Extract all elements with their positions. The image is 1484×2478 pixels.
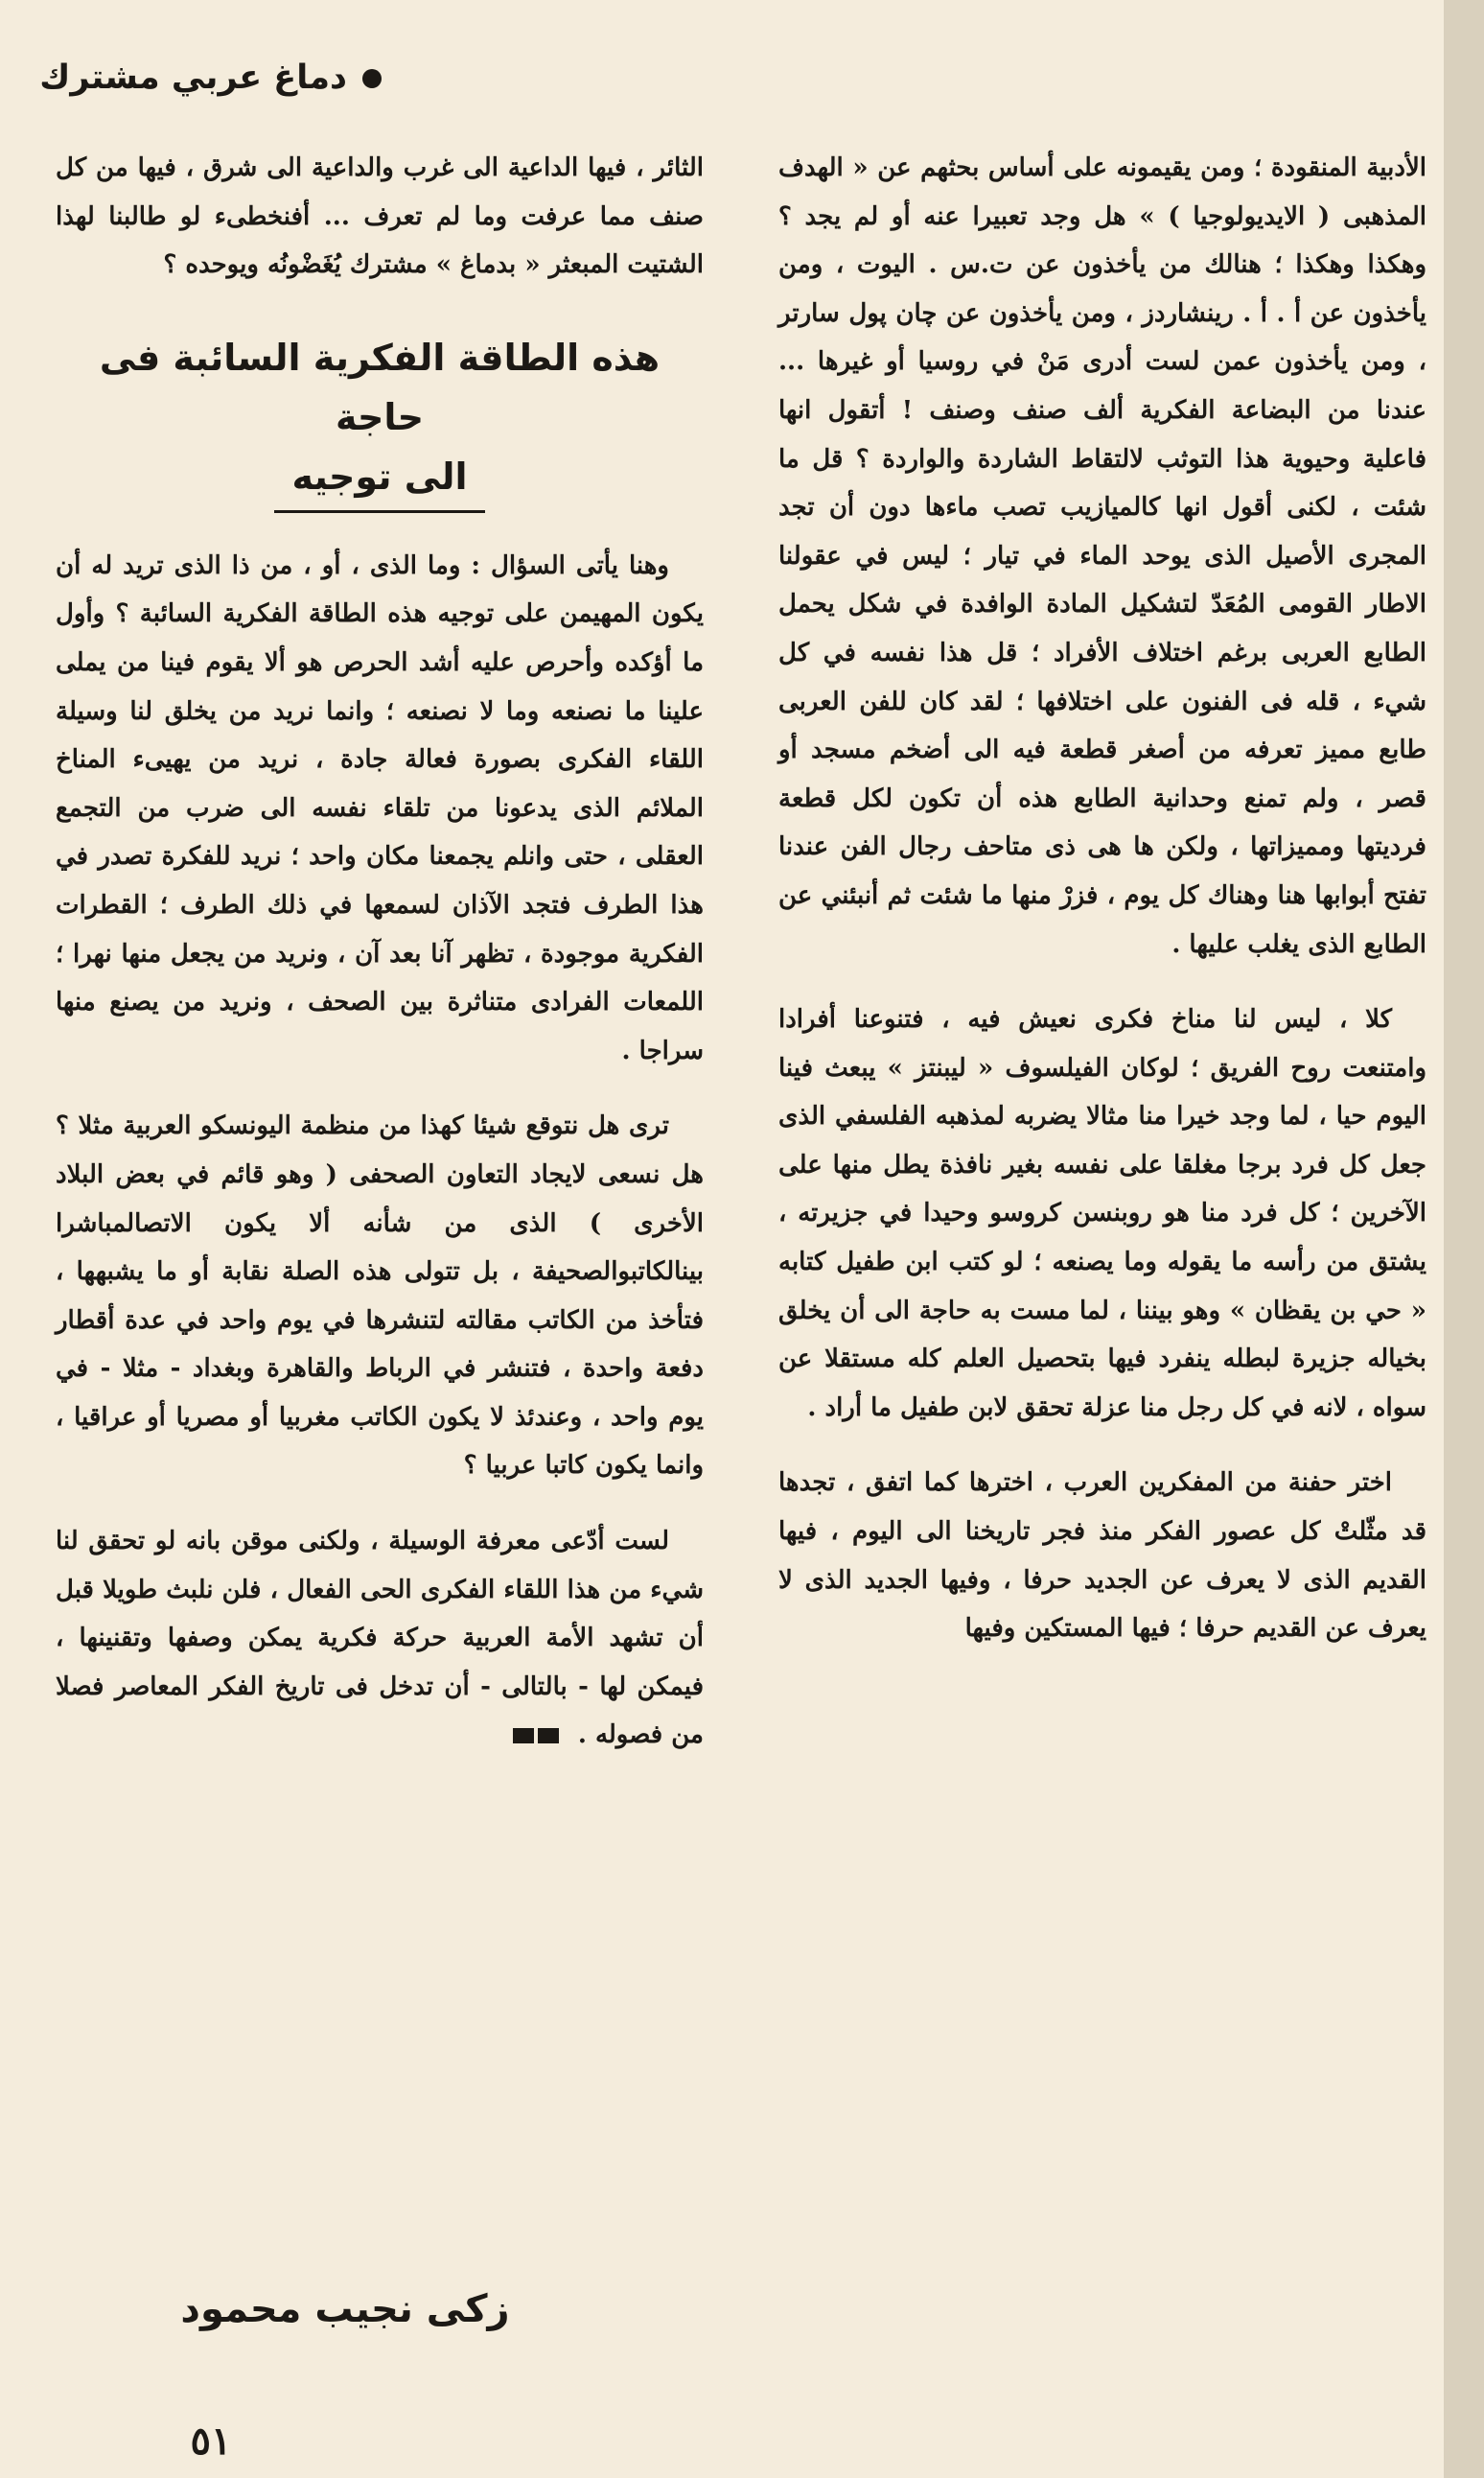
subheading-line-1: هذه الطاقة الفكرية السائبة فى حاجة — [99, 336, 661, 438]
left-intro-paragraph: الثائر ، فيها الداعية الى غرب والداعية الى شرق ، فيها من كل صنف مما عرفت وما لم تعرف ... أفنخطىء لو طالبنا لهذا الشتيت المبعثر « بدماغ » مشترك يُغَضْونُه ويوحده ؟ — [56, 153, 704, 280]
right-paragraph-2: كلا ، ليس لنا مناخ فكرى نعيش فيه ، فتنوعنا أفرادا وامتنعت روح الفريق ؛ لوكان الفيلسوف « ليبنتز » يبعث فينا اليوم حيا ، لما وجد خيرا منا مثالا يضربه لمذهبه الفلسفي الذى جعل كل فرد برجا مغلقا على نفسه بغير نافذة يطل منها على الآخرين ؛ كل فرد منا هو روبنسن كروسو وحيدا في جزيرته ، يشتق من رأسه ما يقوله وما يصنعه ؛ لو كتب ابن طفيل كتابه « حي بن يقظان » وهو بيننا ، لما مست به حاجة الى أن يخلق بخياله جزيرة لبطله ينفرد فيها بتحصيل العلم كله مستقلا عن سواه ، لانه في كل رجل منا عزلة تحقق لابن طفيل ما أراد . — [778, 1005, 1426, 1422]
running-header — [36, 54, 382, 102]
left-column — [56, 144, 704, 1787]
section-subheading — [56, 328, 704, 513]
left-paragraph-3-text: لست أدّعى معرفة الوسيلة ، ولكنى موقن بانه لو تحقق لنا شيء من هذا اللقاء الفكرى الحى الفعال ، فلن نلبث طويلا قبل أن تشهد الأمة العربية حركة فكرية يمكن وصفها وتقنينها ، فيمكن لها - بالتالى - أن تدخل فى تاريخ الفكر المعاصر فصلا من فصوله . — [56, 1527, 704, 1750]
end-mark-icon — [513, 1728, 534, 1743]
right-paragraph-1: الأدبية المنقودة ؛ ومن يقيمونه على أساس بحثهم عن « الهدف المذهبى ( الايديولوجيا ) » هل وجد تعبيرا عنه أو لم يجد ؟ وهكذا وهكذا ؛ هنالك من يأخذون عن ت.س . اليوت ، ومن يأخذون عن أ . أ . رينشاردز ، ومن يأخذون عن چان پول سارتر ، ومن يأخذون عمن لست أدرى مَنْ في روسيا أو غيرها ... عندنا من البضاعة الفكرية ألف صنف وصنف ! أتقول انها فاعلية وحيوية هذا التوثب لالتقاط الشاردة والواردة ؟ قل ما شئت ، لكنى أقول انها كالميازيب تصب ماءها دون أن تجد المجرى الأصيل الذى يوحد الماء في تيار ؛ ليس في عقولنا الاطار القومى المُعَدّ لتشكيل المادة الوافدة في شكل يحمل الطابع العربى برغم اختلاف الأفراد ؛ قل هذا نفسه في كل شيء ، قله فى الفنون على اختلافها ؛ لقد كان للفن العربى طابع مميز تعرفه من أصغر قطعة فيه الى أضخم مسجد أو قصر ، ولم تمنع وحدانية الطابع هذه أن تكون لكل قطعة فرديتها ومميزاتها ، ولكن ها هى ذى متاحف رجال الفن عندنا تفتح أبوابها هنا وهناك كل يوم ، فزرْ منها ما شئت ثم أنبئني عن الطابع الذى يغلب عليها . — [778, 153, 1426, 959]
end-mark-icon — [538, 1728, 559, 1743]
left-paragraph-2: ترى هل نتوقع شيئا كهذا من منظمة اليونسكو العربية مثلا ؟ هل نسعى لايجاد التعاون الصحفى ( وهو قائم في بعض البلاد الأخرى ) الذى من شأنه ألا يكون الاتصالمباشرا بينالكاتبوالصحيفة ، بل تتولى هذه الصلة نقابة أو ما يشبهها ، فتأخذ من الكاتب مقالته لتنشرها في يوم واحد في عدة أقطار دفعة واحدة ، فتنشر في الرباط والقاهرة وبغداد - مثلا - في يوم واحد ، وعندئذ لا يكون الكاتب مغربيا أو مصريا أو عراقيا ، وانما يكون كاتبا عربيا ؟ — [56, 1111, 704, 1481]
subheading-underline — [274, 510, 485, 513]
left-paragraph-3 — [56, 1517, 704, 1760]
running-title: دماغ عربي مشترك — [39, 58, 347, 97]
bullet-dot-icon — [362, 69, 382, 88]
subheading-line-2: الى توجيه — [291, 455, 468, 498]
left-paragraph-1: وهنا يأتى السؤال : وما الذى ، أو ، من ذا الذى تريد له أن يكون المهيمن على توجيه هذه الطاقة الفكرية السائبة ؟ وأول ما أؤكده وأحرص عليه أشد الحرص هو ألا يقوم فينا من يملى علينا ما نصنعه وما لا نصنعه ؛ وانما نريد من يخلق لنا وسيلة اللقاء الفكرى بصورة فعالة جادة ، نريد من يهيىء المناخ الملائم الذى يدعونا من تلقاء نفسه الى ضرب من التجمع العقلى ، حتى وانلم يجمعنا مكان واحد ؛ نريد للفكرة تصدر في هذا الطرف فتجد الآذان لسمعها في ذلك الطرف ؛ القطرات الفكرية موجودة ، تظهر آنا بعد آن ، ونريد من يجعل منها نهرا ؛ اللمعات الفرادى متناثرة بين الصحف ، ونريد من يصنع منها سراجا . — [56, 550, 704, 1065]
right-column — [778, 144, 1426, 1680]
page-edge-shadow — [1444, 0, 1484, 2478]
page-number: ٥١ — [190, 2419, 232, 2464]
right-paragraph-3: اختر حفنة من المفكرين العرب ، اخترها كما اتفق ، تجدها قد مثّلتْ كل عصور الفكر منذ فجر تاريخنا الى اليوم ، فيها القديم الذى لا يعرف عن الجديد حرفا ، وفيها الجديد الذى لا يعرف عن القديم حرفا ؛ فيها المستكين وفيها — [778, 1468, 1426, 1644]
author-signature: زكى نجيب محمود — [180, 2287, 510, 2331]
